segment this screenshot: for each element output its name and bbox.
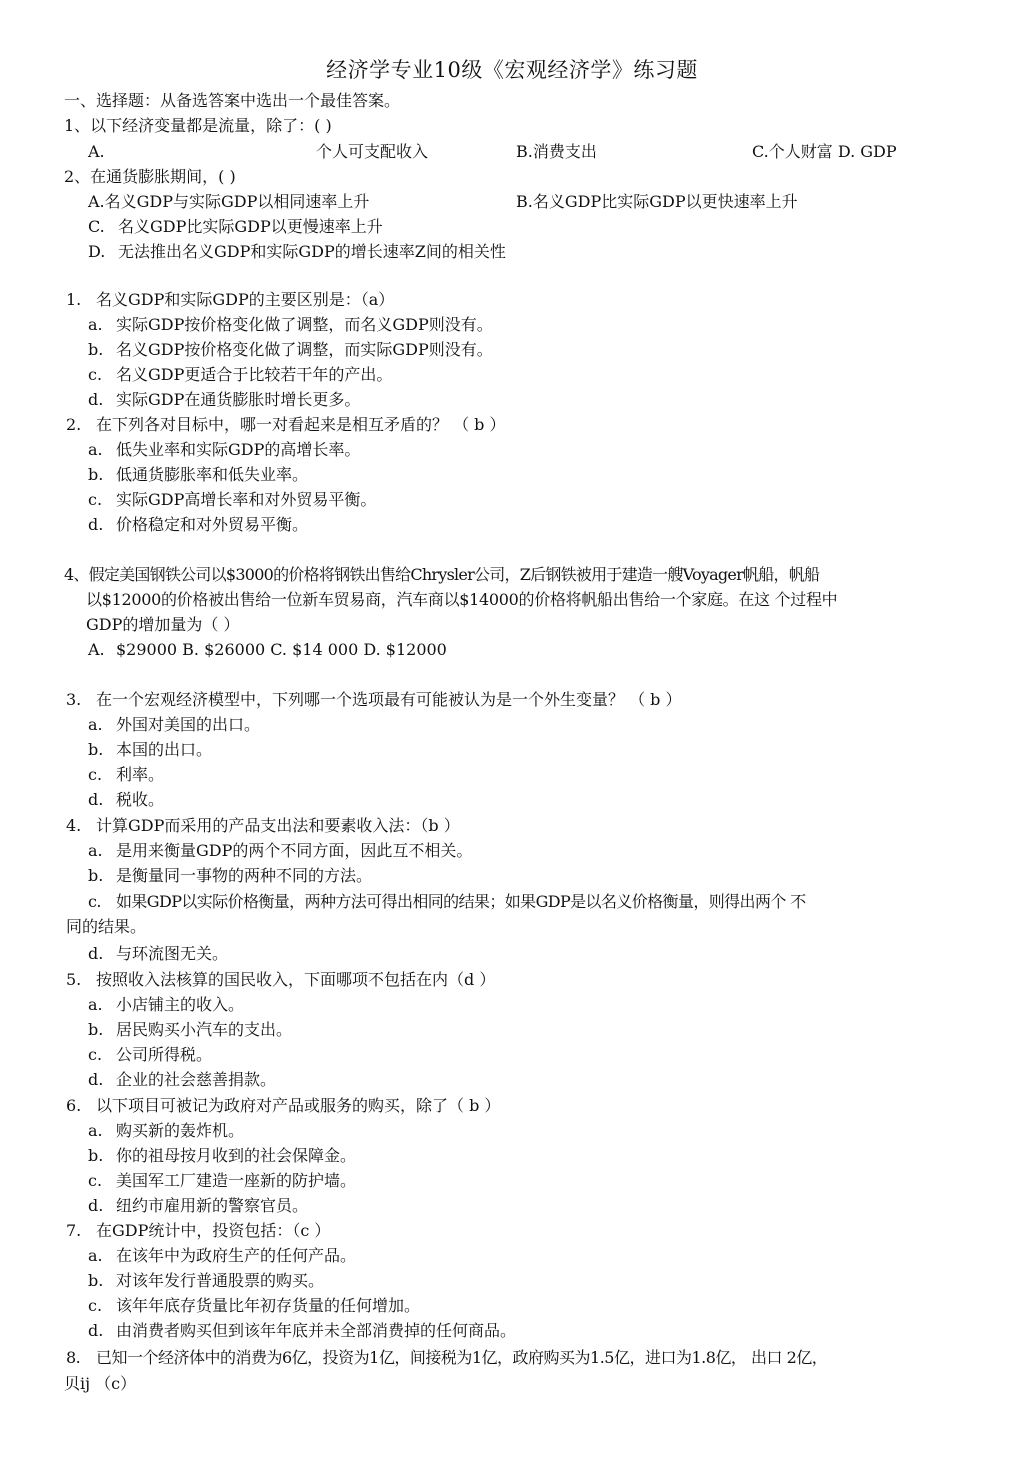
question-4-line-2: 以$12000的价格被出售给一位新车贸易商，汽车商以$14000的价格将帆船出售给一个家庭。在这 个过程中: [86, 590, 838, 609]
numbered-question-2-option-d: [88, 515, 308, 535]
numbered-question-5-option-d: [88, 1070, 276, 1090]
option-mark: D.: [88, 242, 106, 261]
section-heading: 一、选择题：从备选答案中选出一个最佳答案。: [64, 91, 401, 110]
option-mark: b.: [88, 1020, 104, 1039]
option-mark: d.: [88, 390, 104, 409]
option-text: 价格稳定和对外贸易平衡。: [116, 515, 309, 534]
numbered-question-5-option-b: [88, 1020, 292, 1040]
option-mark: b.: [88, 465, 104, 484]
option-text: 公司所得税。: [116, 1045, 213, 1064]
option-mark: a.: [88, 1121, 103, 1140]
option-text: 是用来衡量GDP的两个不同方面，因此互不相关。: [116, 841, 473, 860]
option-text: 名义GDP更适合于比较若干年的产出。: [116, 365, 393, 384]
option-text: 小店铺主的收入。: [116, 995, 245, 1014]
question-number: 3.: [66, 690, 82, 709]
question-text: 已知一个经济体中的消费为6亿，投资为1亿，间接税为1亿，政府购买为1.5亿，进口为1.8亿， 出口 2亿，: [96, 1348, 828, 1367]
numbered-question-5-stem: [66, 970, 495, 990]
option-text: 在该年中为政府生产的任何产品。: [116, 1246, 357, 1265]
option-mark: d.: [88, 1070, 104, 1089]
option-text: 名义GDP比实际GDP以更慢速率上升: [118, 217, 383, 236]
option-mark: c.: [88, 765, 103, 784]
option-mark: A.: [88, 640, 105, 659]
option-text: $29000 B. $26000 C. $14 000 D. $12000: [116, 640, 447, 659]
option-mark: d.: [88, 515, 104, 534]
option-mark: c.: [88, 892, 101, 911]
numbered-question-8-line-2: 贝ij （c）: [64, 1374, 137, 1393]
question-1-options-cd: C.个人财富 D. GDP: [752, 142, 897, 161]
numbered-question-1-option-a: [88, 315, 493, 335]
question-4-answers: [88, 640, 447, 660]
option-mark: c.: [88, 1045, 103, 1064]
option-mark: d.: [88, 1196, 104, 1215]
question-number: 1.: [66, 290, 82, 309]
numbered-question-7-option-d: [88, 1321, 516, 1341]
numbered-question-4-option-c-line-1: [88, 892, 806, 912]
option-mark: c.: [88, 1296, 103, 1315]
option-text: 居民购买小汽车的支出。: [116, 1020, 293, 1039]
option-mark: a.: [88, 440, 103, 459]
question-2-option-b: B.名义GDP比实际GDP以更快速率上升: [516, 192, 798, 211]
numbered-question-4-stem: [66, 816, 460, 836]
question-text: 以下项目可被记为政府对产品或服务的购买，除了（ b ）: [96, 1096, 501, 1115]
option-mark: c.: [88, 1171, 103, 1190]
option-mark: b.: [88, 340, 104, 359]
option-text: 实际GDP高增长率和对外贸易平衡。: [116, 490, 377, 509]
option-text: 该年年底存货量比年初存货量的任何增加。: [116, 1296, 421, 1315]
question-2-stem: 2、在通货膨胀期间，( ): [64, 167, 236, 186]
numbered-question-7-option-a: [88, 1246, 356, 1266]
question-4-line-1: 4、假定美国钢铁公司以$3000的价格将钢铁出售给Chrysler公司，Z后钢铁被用于建造一艘Voyager帆船，帆船: [64, 565, 820, 584]
option-text: 与环流图无关。: [116, 944, 229, 963]
question-4-line-3: GDP的增加量为（ ）: [86, 615, 240, 634]
question-text: 计算GDP而采用的产品支出法和要素收入法：（b ）: [96, 816, 460, 835]
option-text: 名义GDP按价格变化做了调整，而实际GDP则没有。: [116, 340, 493, 359]
numbered-question-4-option-d: [88, 944, 228, 964]
numbered-question-3-option-a: [88, 715, 260, 735]
numbered-question-7-option-c: [88, 1296, 420, 1316]
question-1-option-a-mark: A.: [88, 142, 105, 161]
page-title: 经济学专业10级《宏观经济学》练习题: [326, 58, 698, 82]
numbered-question-5-option-a: [88, 995, 244, 1015]
option-mark: a.: [88, 1246, 103, 1265]
numbered-question-1-option-d: [88, 390, 360, 410]
question-2-option-a: A.名义GDP与实际GDP以相同速率上升: [88, 192, 370, 211]
option-text: 低失业率和实际GDP的高增长率。: [116, 440, 361, 459]
option-text: 税收。: [116, 790, 165, 809]
question-1-option-a-text: 个人可支配收入: [316, 142, 429, 161]
question-text: 按照收入法核算的国民收入，下面哪项不包括在内（d ）: [96, 970, 496, 989]
numbered-question-3-option-b: [88, 740, 212, 760]
numbered-question-1-stem: [66, 290, 394, 310]
option-mark: d.: [88, 1321, 104, 1340]
option-mark: C.: [88, 217, 105, 236]
numbered-question-7-stem: [66, 1221, 330, 1241]
option-text: 实际GDP按价格变化做了调整，而名义GDP则没有。: [116, 315, 493, 334]
question-text: 在一个宏观经济模型中，下列哪一个选项最有可能被认为是一个外生变量？ （ b ）: [96, 690, 682, 709]
numbered-question-2-option-b: [88, 465, 308, 485]
question-2-option-c: [88, 217, 383, 237]
option-text: 外国对美国的出口。: [116, 715, 261, 734]
option-mark: c.: [88, 365, 103, 384]
numbered-question-6-stem: [66, 1096, 500, 1116]
option-text: 企业的社会慈善捐款。: [116, 1070, 277, 1089]
question-text: 在下列各对目标中，哪一对看起来是相互矛盾的？ （ b ）: [96, 415, 506, 434]
option-mark: a.: [88, 841, 103, 860]
question-text: 名义GDP和实际GDP的主要区别是：（a）: [96, 290, 395, 309]
option-text: 低通货膨胀率和低失业率。: [116, 465, 309, 484]
numbered-question-6-option-b: [88, 1146, 356, 1166]
option-text: 本国的出口。: [116, 740, 213, 759]
numbered-question-4-option-b: [88, 866, 372, 886]
option-text: 如果GDP以实际价格衡量，两种方法可得出相同的结果；如果GDP是以名义价格衡量，则得出两个 不: [116, 892, 806, 911]
option-text: 对该年发行普通股票的购买。: [116, 1271, 325, 1290]
question-2-option-d: [88, 242, 506, 262]
question-number: 6.: [66, 1096, 82, 1115]
question-number: 8.: [66, 1348, 81, 1367]
option-mark: d.: [88, 790, 104, 809]
question-text: 在GDP统计中，投资包括：（c ）: [96, 1221, 331, 1240]
option-text: 是衡量同一事物的两种不同的方法。: [116, 866, 373, 885]
numbered-question-3-option-d: [88, 790, 164, 810]
numbered-question-4-option-a: [88, 841, 472, 861]
numbered-question-1-option-c: [88, 365, 392, 385]
numbered-question-3-option-c: [88, 765, 164, 785]
numbered-question-3-stem: [66, 690, 682, 710]
option-mark: b.: [88, 1271, 104, 1290]
numbered-question-2-stem: [66, 415, 506, 435]
numbered-question-8-stem: [66, 1348, 827, 1368]
numbered-question-1-option-b: [88, 340, 493, 360]
numbered-question-6-option-d: [88, 1196, 308, 1216]
option-text: 纽约市雇用新的警察官员。: [116, 1196, 309, 1215]
option-mark: b.: [88, 1146, 104, 1165]
numbered-question-2-option-c: [88, 490, 376, 510]
numbered-question-6-option-a: [88, 1121, 244, 1141]
numbered-question-6-option-c: [88, 1171, 356, 1191]
question-1-option-b: B.消费支出: [516, 142, 597, 161]
question-1-stem: 1、以下经济变量都是流量，除了：( ): [64, 116, 332, 135]
option-text: 美国军工厂建造一座新的防护墙。: [116, 1171, 357, 1190]
option-mark: d.: [88, 944, 104, 963]
numbered-question-7-option-b: [88, 1271, 324, 1291]
numbered-question-2-option-a: [88, 440, 360, 460]
option-text: 无法推出名义GDP和实际GDP的增长速率Z间的相关性: [118, 242, 506, 261]
question-number: 4.: [66, 816, 82, 835]
question-number: 7.: [66, 1221, 82, 1240]
option-mark: b.: [88, 740, 104, 759]
option-mark: a.: [88, 715, 103, 734]
option-text: 由消费者购买但到该年年底并未全部消费掉的任何商品。: [116, 1321, 517, 1340]
option-text: 实际GDP在通货膨胀时增长更多。: [116, 390, 361, 409]
option-text: 你的祖母按月收到的社会保障金。: [116, 1146, 357, 1165]
option-mark: c.: [88, 490, 103, 509]
numbered-question-5-option-c: [88, 1045, 212, 1065]
option-text: 购买新的轰炸机。: [116, 1121, 245, 1140]
question-number: 5.: [66, 970, 82, 989]
option-mark: a.: [88, 995, 103, 1014]
option-mark: b.: [88, 866, 104, 885]
option-text: 利率。: [116, 765, 165, 784]
option-mark: a.: [88, 315, 103, 334]
numbered-question-4-option-c-line-2: 同的结果。: [66, 917, 147, 936]
question-number: 2.: [66, 415, 82, 434]
